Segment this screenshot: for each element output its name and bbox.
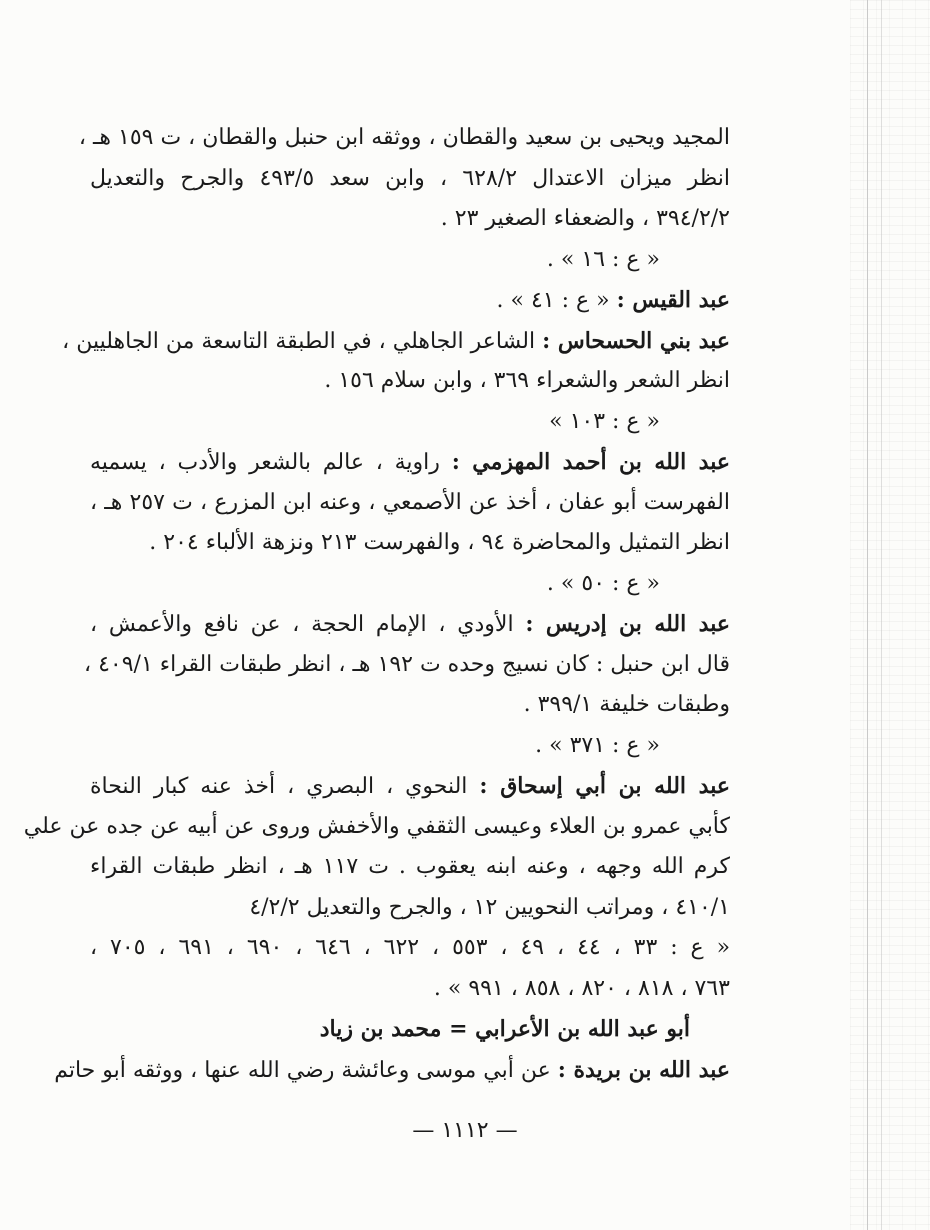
entry-text: الأودي ، الإمام الحجة ، عن نافع والأعمش ، — [90, 612, 514, 637]
entry-text: عن أبي موسى وعائشة رضي الله عنها ، ووثقه أبو حاتم — [54, 1057, 551, 1083]
entry-abd-bani-al-hashas — [62, 321, 730, 362]
reference-line: « ع : ٣٧١ » . — [535, 732, 660, 758]
reference-line: « ع : ١٠٣ » — [549, 408, 660, 434]
reference-line: « ع : ٣٣ ، ٤٤ ، ٤٩ ، ٥٥٣ ، ٦٢٢ ، ٦٤٦ ، ٦٩٠ ، ٦٩١ ، ٧٠٥ ، — [90, 935, 731, 960]
entry-text: الشاعر الجاهلي ، في الطبقة التاسعة من الجاهليين ، — [62, 328, 536, 354]
text-line: الفهرست أبو عفان ، أخذ عن الأصمعي ، وعنه ابن المزرع ، ت ٢٥٧ هـ ، — [90, 489, 730, 515]
reference-line: ٧٦٣ ، ٨١٨ ، ٨٢٠ ، ٨٥٨ ، ٩٩١ » . — [433, 975, 730, 1001]
entry-heading: عبد الله بن بريدة : — [557, 1056, 730, 1083]
text-line: قال ابن حنبل : كان نسيج وحده ت ١٩٢ هـ ، انظر طبقات القراء ٤٠٩/١ ، — [83, 651, 730, 677]
entry-text: راوية ، عالم بالشعر والأدب ، يسميه — [90, 450, 440, 475]
text-line: ٣٩٤/٢/٢ ، والضعفاء الصغير ٢٣ . — [440, 206, 730, 231]
entry-heading: عبد الله بن أحمد المهزمي : — [451, 449, 730, 475]
entry-heading: عبد الله بن إدريس : — [525, 611, 730, 637]
entry-heading: عبد بني الحسحاس : — [542, 327, 730, 354]
text-line: ٤١٠/١ ، ومراتب النحويين ١٢ ، والجرح والتعديل ٤/٢/٢ — [249, 894, 730, 920]
entry-abd-al-qays — [90, 280, 730, 321]
page-body — [23, 118, 731, 1090]
entry-text: النحوي ، البصري ، أخذ عنه كبار النحاة — [90, 774, 468, 799]
entry-heading: عبد الله بن أبي إسحاق : — [479, 773, 730, 799]
entry-abdullah-al-mahzami — [90, 442, 730, 483]
text-line: انظر الشعر والشعراء ٣٦٩ ، وابن سلام ١٥٦ . — [324, 368, 730, 393]
text-line: انظر ميزان الاعتدال ٦٢٨/٢ ، وابن سعد ٤٩٣/٥ والجرح والتعديل — [90, 165, 730, 191]
entry-abdullah-ibn-idris — [90, 604, 730, 645]
text-line: كأبي عمرو بن العلاء وعيسى الثقفي والأخفش وروى عن أبيه عن جده عن علي — [23, 813, 730, 839]
scan-edge-line — [881, 0, 882, 1230]
text-line: المجيد ويحيى بن سعيد والقطان ، ووثقه ابن حنبل والقطان ، ت ١٥٩ هـ ، — [78, 125, 730, 150]
reference-line: « ع : ٥٠ » . — [546, 570, 660, 596]
text-line: وطبقات خليفة ٣٩٩/١ . — [523, 692, 730, 717]
entry-abdullah-ibn-buraydah — [54, 1050, 730, 1091]
scan-edge-line — [867, 0, 868, 1230]
page-number: — ١١١٢ — — [412, 1118, 518, 1143]
entry-heading: عبد القيس : — [616, 287, 730, 313]
cross-reference: أبو عبد الله بن الأعرابي = محمد بن زياد — [319, 1016, 690, 1042]
reference-inline: « ع : ٤١ » . — [496, 288, 610, 313]
scan-edge-noise — [850, 0, 930, 1230]
text-line: انظر التمثيل والمحاضرة ٩٤ ، والفهرست ٢١٣ ونزهة الألباء ٢٠٤ . — [149, 530, 730, 555]
text-line: كرم الله وجهه ، وعنه ابنه يعقوب . ت ١١٧ هـ ، انظر طبقات القراء — [90, 854, 730, 879]
reference-line: « ع : ١٦ » . — [546, 246, 660, 272]
entry-abdullah-ibn-abi-ishaq — [90, 766, 730, 807]
